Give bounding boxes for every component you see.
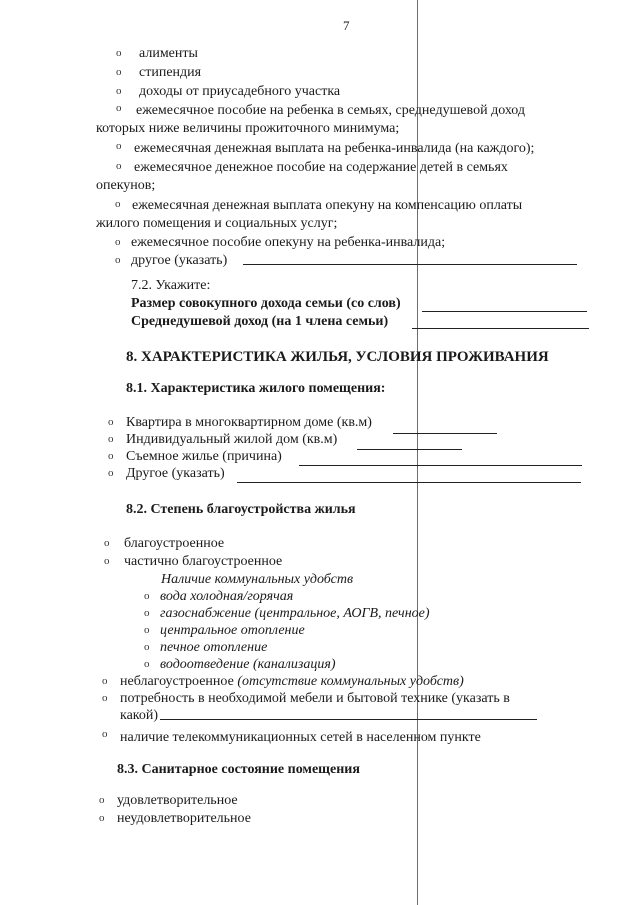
section-7-2-intro: 7.2. Укажите: — [131, 278, 211, 293]
comfort-none-label: неблагоустроенное — [120, 674, 238, 689]
bullet: o — [116, 160, 122, 172]
income-item-guardian-compensation: ежемесячная денежная выплата опекуну на компенсацию оплаты — [132, 198, 523, 213]
bullet: o — [116, 47, 122, 59]
fold-line — [417, 0, 418, 905]
bullet: o — [115, 198, 121, 210]
utility-stove-heating: печное отопление — [160, 640, 268, 655]
income-item-child-benefit: ежемесячное пособие на ребенка в семьях, среднедушевой доход — [136, 103, 526, 118]
comfort-none — [120, 673, 464, 690]
housing-other: Другое (указать) — [126, 466, 225, 481]
income-item-guardian-compensation-cont: жилого помещения и социальных услуг; — [96, 216, 338, 231]
furniture-need-fill-line[interactable] — [160, 719, 537, 720]
furniture-need-cont: какой) — [120, 708, 159, 723]
bullet: o — [116, 140, 122, 152]
utility-sewerage: водоотведение (канализация) — [160, 657, 336, 672]
housing-private-house: Индивидуальный жилой дом (кв.м) — [126, 432, 338, 447]
bullet: o — [116, 66, 122, 78]
utility-water: вода холодная/горячая — [160, 589, 294, 604]
bullet: o — [99, 794, 105, 806]
bullet: o — [116, 85, 122, 97]
comfort-partial: частично благоустроенное — [124, 554, 283, 569]
income-item-guardian-benefit: ежемесячное денежное пособие на содержание детей в семьях — [134, 160, 508, 175]
income-item-stipend: стипендия — [139, 65, 202, 80]
bullet: o — [144, 658, 150, 670]
apartment-area-fill-line[interactable] — [393, 433, 497, 434]
utilities-heading: Наличие коммунальных удобств — [161, 572, 354, 587]
section-8-3-title: 8.3. Санитарное состояние помещения — [117, 762, 360, 777]
bullet: o — [115, 236, 121, 248]
bullet: o — [144, 607, 150, 619]
bullet: o — [116, 102, 122, 114]
sanitary-unsatisfactory: неудовлетворительное — [117, 811, 251, 826]
section-8-title: 8. ХАРАКТЕРИСТИКА ЖИЛЬЯ, УСЛОВИЯ ПРОЖИВАНИЯ — [126, 349, 549, 365]
bullet: o — [104, 555, 110, 567]
bullet: o — [115, 254, 121, 266]
income-item-alimony: алименты — [139, 46, 198, 61]
total-income-label: Размер совокупного дохода семьи (со слов) — [131, 296, 401, 311]
section-8-2-title: 8.2. Степень благоустройства жилья — [126, 502, 356, 517]
bullet: o — [99, 812, 105, 824]
bullet: o — [104, 537, 110, 549]
bullet: o — [102, 728, 108, 740]
per-capita-income-fill-line[interactable] — [412, 328, 589, 329]
total-income-fill-line[interactable] — [422, 311, 587, 312]
page-number: 7 — [343, 18, 350, 33]
bullet: o — [108, 416, 114, 428]
income-item-plot: доходы от приусадебного участка — [139, 84, 341, 99]
telecom-networks: наличие телекоммуникационных сетей в населенном пункте — [120, 730, 481, 745]
house-area-fill-line[interactable] — [357, 449, 462, 450]
furniture-need: потребность в необходимой мебели и бытовой технике (указать в — [120, 691, 510, 706]
income-other-fill-line[interactable] — [243, 264, 577, 265]
bullet: o — [108, 450, 114, 462]
comfort-full: благоустроенное — [124, 536, 225, 551]
utility-gas: газоснабжение (центральное, АОГВ, печное) — [160, 606, 430, 621]
income-item-guardian-benefit-cont: опекунов; — [96, 178, 156, 193]
bullet: o — [102, 692, 108, 704]
bullet: o — [102, 675, 108, 687]
comfort-none-note: (отсутствие коммунальных удобств) — [237, 674, 464, 689]
bullet: o — [144, 590, 150, 602]
section-8-1-title: 8.1. Характеристика жилого помещения: — [126, 381, 386, 396]
income-item-guardian-disabled: ежемесячное пособие опекуну на ребенка-инвалида; — [131, 235, 446, 250]
housing-other-fill-line[interactable] — [237, 482, 581, 483]
bullet: o — [108, 467, 114, 479]
bullet: o — [144, 624, 150, 636]
housing-apartment: Квартира в многоквартирном доме (кв.м) — [126, 415, 372, 430]
sanitary-satisfactory: удовлетворительное — [117, 793, 238, 808]
per-capita-income-label: Среднедушевой доход (на 1 члена семьи) — [131, 314, 389, 329]
bullet: o — [144, 641, 150, 653]
housing-rented: Съемное жилье (причина) — [126, 449, 282, 464]
rented-reason-fill-line[interactable] — [299, 465, 582, 466]
bullet: o — [108, 433, 114, 445]
income-item-disabled-child: ежемесячная денежная выплата на ребенка-инвалида (на каждого); — [134, 141, 535, 156]
income-item-other: другое (указать) — [131, 253, 228, 268]
income-item-child-benefit-cont: которых ниже величины прожиточного минимума; — [96, 121, 400, 136]
utility-central-heating: центральное отопление — [160, 623, 305, 638]
